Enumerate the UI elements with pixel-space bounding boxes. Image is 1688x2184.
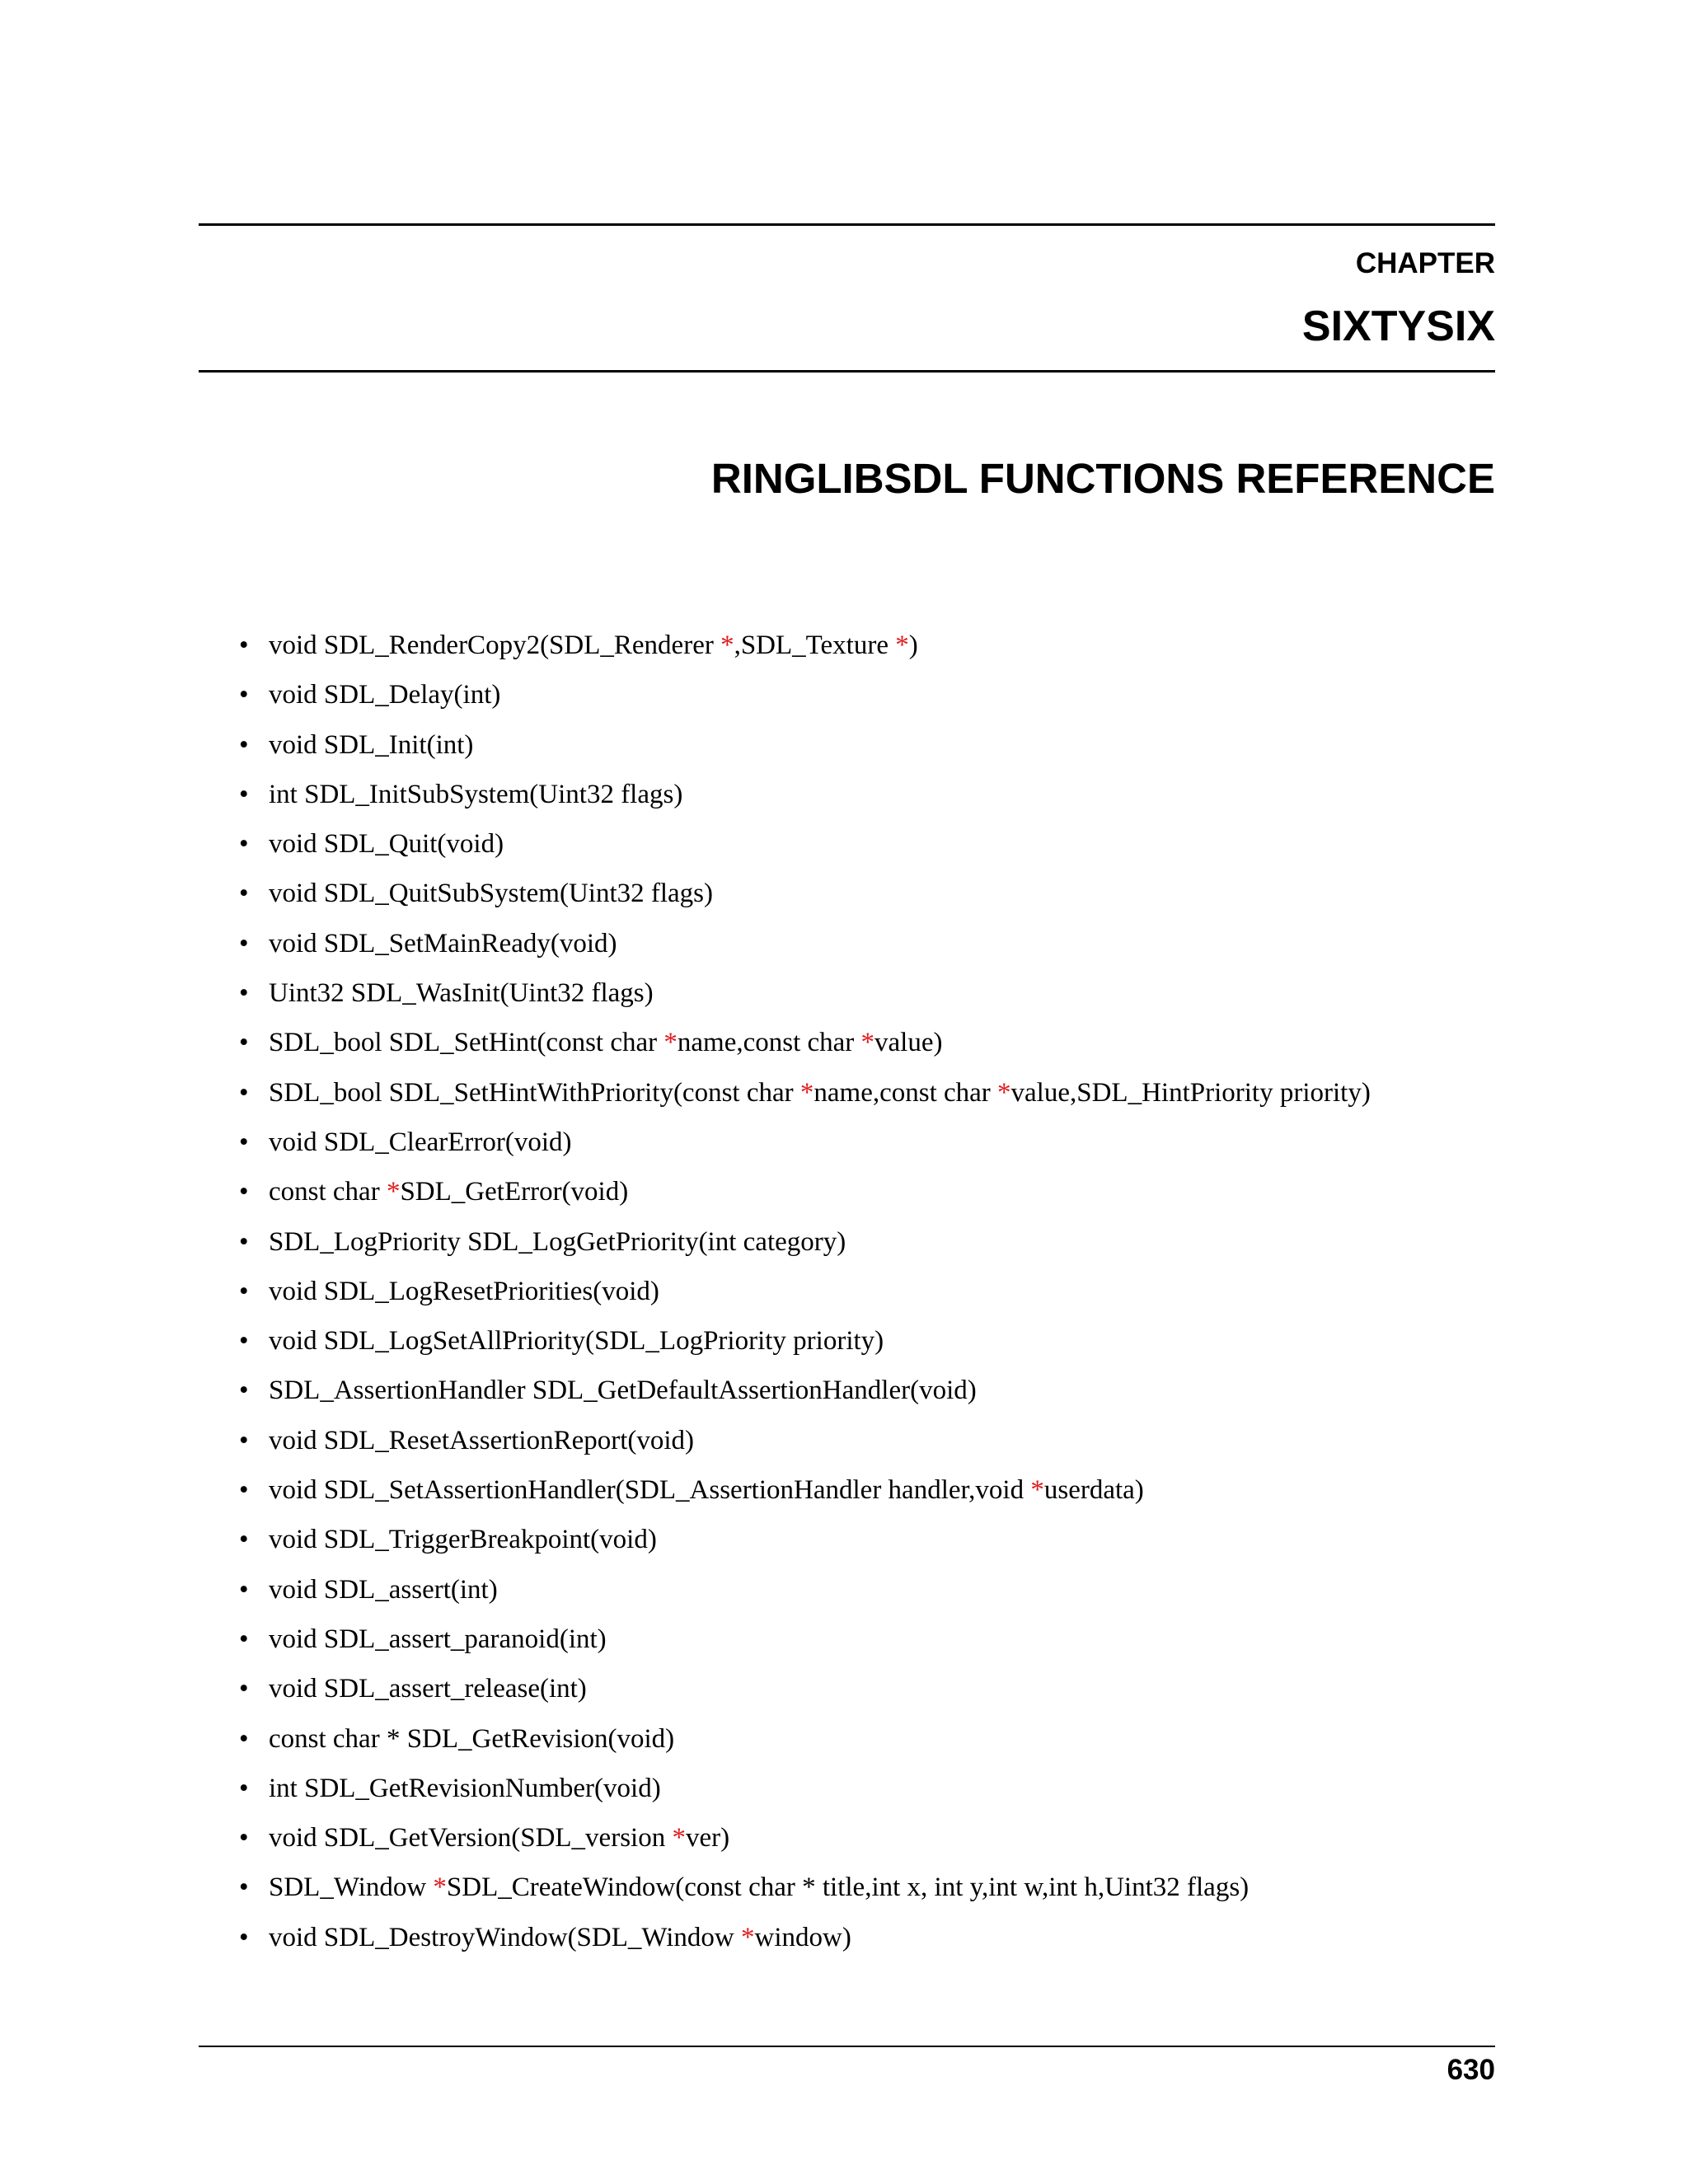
function-list-item <box>239 1422 1371 1471</box>
function-signature-text: void SDL_LogResetPriorities(void) <box>269 1276 659 1306</box>
function-list-item <box>239 1819 1371 1868</box>
pointer-star: * <box>799 1077 814 1108</box>
chapter-number: SIXTYSIX <box>1301 302 1495 350</box>
footer-rule <box>199 2046 1495 2047</box>
function-list-item <box>239 1322 1371 1371</box>
function-signature-text: userdata) <box>1043 1475 1144 1506</box>
function-signature-text: const char * SDL_GetRevision(void) <box>269 1723 675 1754</box>
function-list-item <box>239 1272 1371 1322</box>
bullet-icon: • <box>239 1723 249 1754</box>
function-list-item <box>239 1123 1371 1173</box>
pointer-star: * <box>997 1077 1011 1108</box>
header-top-rule <box>199 223 1495 226</box>
function-signature-text: SDL_AssertionHandler SDL_GetDefaultAssertionHandler(void) <box>269 1376 977 1406</box>
bullet-icon: • <box>239 1326 249 1357</box>
chapter-label: CHAPTER <box>1355 247 1495 279</box>
bullet-icon: • <box>239 1525 249 1555</box>
bullet-icon: • <box>239 829 249 860</box>
function-signature-text: ,SDL_Texture <box>734 630 896 660</box>
function-signature-text: SDL_CreateWindow(const char * title,int x, int y,int w,int h,Uint32 flags) <box>446 1872 1250 1903</box>
bullet-icon: • <box>239 1624 249 1654</box>
function-list-item <box>239 1670 1371 1719</box>
bullet-icon: • <box>239 1425 249 1455</box>
function-list-item <box>239 1223 1371 1272</box>
function-list-item <box>239 626 1371 676</box>
function-signature-text: void SDL_Quit(void) <box>269 829 504 860</box>
function-list-item <box>239 776 1371 825</box>
bullet-icon: • <box>239 1922 249 1952</box>
bullet-icon: • <box>239 928 249 958</box>
function-list-item <box>239 676 1371 725</box>
function-list-item <box>239 1521 1371 1570</box>
bullet-icon: • <box>239 978 249 1009</box>
bullet-icon: • <box>239 1276 249 1306</box>
function-signature-text: void SDL_LogSetAllPriority(SDL_LogPriority priority) <box>269 1326 884 1357</box>
pointer-star: * <box>895 630 909 660</box>
function-signature-text: SDL_GetError(void) <box>400 1177 629 1207</box>
function-list-item <box>239 1769 1371 1819</box>
pointer-star: * <box>433 1872 447 1903</box>
function-signature-text: name,const char <box>814 1077 998 1108</box>
bullet-icon: • <box>239 779 249 809</box>
function-signature-text: Uint32 SDL_WasInit(Uint32 flags) <box>269 978 654 1009</box>
function-signature-text: void SDL_ClearError(void) <box>269 1127 572 1157</box>
function-signature-text: void SDL_DestroyWindow(SDL_Window <box>269 1922 741 1952</box>
function-signature-text: ver) <box>685 1823 730 1854</box>
function-list-item <box>239 1371 1371 1421</box>
bullet-icon: • <box>239 1674 249 1704</box>
function-signature-text: void SDL_TriggerBreakpoint(void) <box>269 1525 657 1555</box>
bullet-icon: • <box>239 1028 249 1058</box>
function-list-item <box>239 1720 1371 1769</box>
function-signature-text: void SDL_Init(int) <box>269 729 474 760</box>
function-list-item <box>239 1173 1371 1222</box>
bullet-icon: • <box>239 1574 249 1605</box>
function-list-item <box>239 1074 1371 1123</box>
function-signature-text: void SDL_ResetAssertionReport(void) <box>269 1425 695 1455</box>
function-list-item <box>239 1471 1371 1521</box>
bullet-icon: • <box>239 1127 249 1157</box>
function-signature-text: window) <box>754 1922 851 1952</box>
page-number: 630 <box>1447 2054 1495 2086</box>
bullet-icon: • <box>239 1177 249 1207</box>
bullet-icon: • <box>239 1823 249 1854</box>
chapter-title: RINGLIBSDL FUNCTIONS REFERENCE <box>710 455 1495 502</box>
bullet-icon: • <box>239 1376 249 1406</box>
function-signature-text: void SDL_assert_paranoid(int) <box>269 1624 607 1654</box>
function-signature-text: void SDL_QuitSubSystem(Uint32 flags) <box>269 879 714 909</box>
pointer-star: * <box>1030 1475 1044 1506</box>
function-signature-text: const char <box>269 1177 387 1207</box>
pointer-star: * <box>386 1177 401 1207</box>
function-list-item <box>239 1620 1371 1670</box>
function-signature-text: SDL_bool SDL_SetHint(const char <box>269 1028 664 1058</box>
header-bottom-rule <box>199 370 1495 373</box>
function-signature-text: void SDL_SetAssertionHandler(SDL_AssertionHandler handler,void <box>269 1475 1031 1506</box>
pointer-star: * <box>720 630 734 660</box>
bullet-icon: • <box>239 1773 249 1803</box>
function-list <box>239 626 1371 1968</box>
bullet-icon: • <box>239 729 249 760</box>
function-signature-text: void SDL_Delay(int) <box>269 680 501 710</box>
function-signature-text: void SDL_GetVersion(SDL_version <box>269 1823 673 1854</box>
function-signature-text: ) <box>908 630 918 660</box>
pointer-star: * <box>672 1823 686 1854</box>
function-signature-text: int SDL_GetRevisionNumber(void) <box>269 1773 661 1803</box>
function-list-item <box>239 825 1371 874</box>
function-signature-text: value,SDL_HintPriority priority) <box>1010 1077 1371 1108</box>
function-list-item <box>239 1024 1371 1073</box>
bullet-icon: • <box>239 879 249 909</box>
function-signature-text: SDL_LogPriority SDL_LogGetPriority(int category) <box>269 1226 846 1257</box>
pointer-star: * <box>740 1922 755 1952</box>
bullet-icon: • <box>239 1226 249 1257</box>
bullet-icon: • <box>239 1077 249 1108</box>
function-signature-text: int SDL_InitSubSystem(Uint32 flags) <box>269 779 683 809</box>
bullet-icon: • <box>239 630 249 660</box>
pointer-star: * <box>860 1028 875 1058</box>
function-list-item <box>239 925 1371 974</box>
bullet-icon: • <box>239 680 249 710</box>
function-signature-text: void SDL_assert_release(int) <box>269 1674 587 1704</box>
function-signature-text: void SDL_assert(int) <box>269 1574 498 1605</box>
function-list-item <box>239 874 1371 924</box>
bullet-icon: • <box>239 1475 249 1506</box>
bullet-icon: • <box>239 1872 249 1903</box>
function-list-item <box>239 726 1371 776</box>
function-signature-text: SDL_bool SDL_SetHintWithPriority(const char <box>269 1077 800 1108</box>
function-list-item <box>239 1571 1371 1620</box>
function-list-item <box>239 1919 1371 1968</box>
function-signature-text: void SDL_SetMainReady(void) <box>269 928 617 958</box>
function-signature-text: void SDL_RenderCopy2(SDL_Renderer <box>269 630 721 660</box>
function-signature-text: value) <box>874 1028 943 1058</box>
function-list-item <box>239 1868 1371 1918</box>
function-signature-text: name,const char <box>677 1028 861 1058</box>
function-signature-text: SDL_Window <box>269 1872 434 1903</box>
pointer-star: * <box>663 1028 678 1058</box>
function-list-item <box>239 974 1371 1024</box>
